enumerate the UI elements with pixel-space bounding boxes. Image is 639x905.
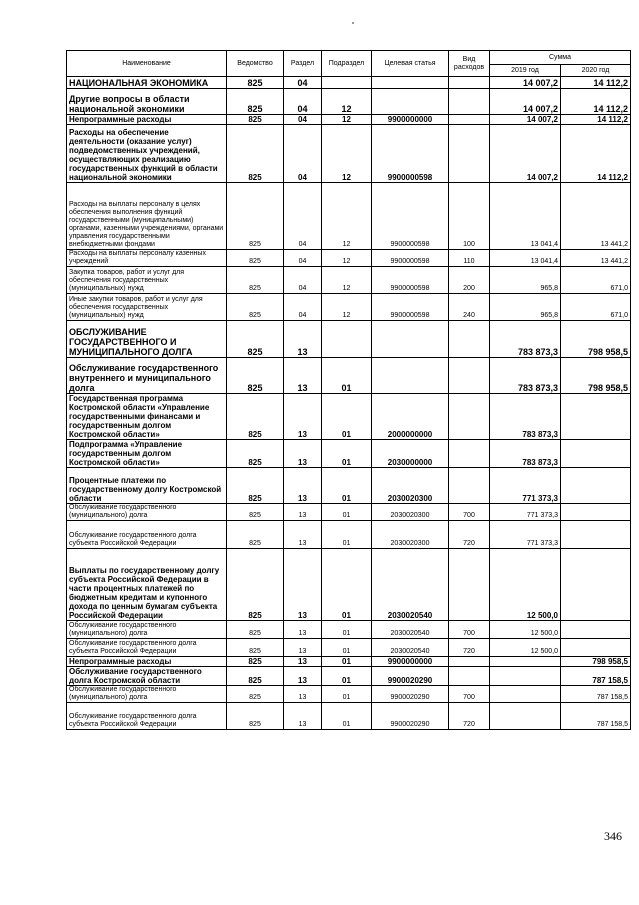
table-row xyxy=(67,549,631,621)
table-row xyxy=(67,267,631,294)
row-sum-2019: 783 873,3 xyxy=(490,358,561,394)
row-vedomstvo: 825 xyxy=(227,89,284,115)
row-sum-2020: 787 158,5 xyxy=(561,667,631,686)
row-sum-2020: 14 112,2 xyxy=(561,77,631,89)
table-row xyxy=(67,394,631,440)
table-row xyxy=(67,89,631,115)
row-sum-2019 xyxy=(490,686,561,703)
row-target: 9900000598 xyxy=(372,250,449,267)
row-vid xyxy=(449,667,490,686)
row-podrazdel: 01 xyxy=(322,358,372,394)
row-name: Выплаты по государственному долгу субъекта Российской Федерации в части процентных платежей по бюджетным кредитам и купонного дохода по ценным бумагам субъекта Российской Федерации xyxy=(67,549,227,621)
table-row xyxy=(67,440,631,468)
row-razdel: 13 xyxy=(284,639,322,657)
row-podrazdel: 01 xyxy=(322,703,372,730)
row-sum-2019: 783 873,3 xyxy=(490,321,561,358)
scan-dot xyxy=(352,22,354,24)
table-row xyxy=(67,358,631,394)
row-vid: 100 xyxy=(449,183,490,250)
table-row xyxy=(67,294,631,321)
row-target: 9900000598 xyxy=(372,183,449,250)
row-vedomstvo: 825 xyxy=(227,703,284,730)
row-name: Обслуживание государственного долга Костромской области xyxy=(67,667,227,686)
row-razdel: 13 xyxy=(284,440,322,468)
row-vid xyxy=(449,115,490,125)
row-razdel: 04 xyxy=(284,89,322,115)
header-vid: Вид расходов xyxy=(449,51,490,77)
row-vedomstvo: 825 xyxy=(227,77,284,89)
row-razdel: 13 xyxy=(284,521,322,549)
table-row xyxy=(67,183,631,250)
row-vedomstvo: 825 xyxy=(227,639,284,657)
row-razdel: 13 xyxy=(284,504,322,521)
table-header xyxy=(67,51,631,77)
row-target: 2030020540 xyxy=(372,621,449,639)
row-podrazdel: 12 xyxy=(322,267,372,294)
budget-table xyxy=(66,50,631,730)
row-vedomstvo: 825 xyxy=(227,294,284,321)
row-name: Непрограммные расходы xyxy=(67,657,227,667)
table-row xyxy=(67,321,631,358)
row-podrazdel: 12 xyxy=(322,115,372,125)
row-vedomstvo: 825 xyxy=(227,250,284,267)
row-name: НАЦИОНАЛЬНАЯ ЭКОНОМИКА xyxy=(67,77,227,89)
row-sum-2019: 14 007,2 xyxy=(490,115,561,125)
table-row xyxy=(67,703,631,730)
row-sum-2019 xyxy=(490,657,561,667)
row-vid xyxy=(449,321,490,358)
row-razdel: 04 xyxy=(284,125,322,183)
row-target: 2030020540 xyxy=(372,639,449,657)
row-name: Обслуживание государственного долга субъекта Российской Федерации xyxy=(67,703,227,730)
row-vid: 720 xyxy=(449,521,490,549)
header-2019: 2019 год xyxy=(490,65,561,77)
row-sum-2019: 14 007,2 xyxy=(490,125,561,183)
row-razdel: 13 xyxy=(284,394,322,440)
row-sum-2019: 783 873,3 xyxy=(490,394,561,440)
row-sum-2019: 13 041,4 xyxy=(490,183,561,250)
table-row xyxy=(67,250,631,267)
row-name: Обслуживание государственного (муниципального) долга xyxy=(67,686,227,703)
row-vedomstvo: 825 xyxy=(227,183,284,250)
table-row xyxy=(67,621,631,639)
row-sum-2020 xyxy=(561,440,631,468)
row-target: 2030020300 xyxy=(372,504,449,521)
row-razdel: 13 xyxy=(284,621,322,639)
row-podrazdel: 01 xyxy=(322,394,372,440)
row-razdel: 13 xyxy=(284,321,322,358)
row-podrazdel xyxy=(322,321,372,358)
row-name: ОБСЛУЖИВАНИЕ ГОСУДАРСТВЕННОГО И МУНИЦИПАЛЬНОГО ДОЛГА xyxy=(67,321,227,358)
row-podrazdel: 12 xyxy=(322,125,372,183)
row-razdel: 13 xyxy=(284,549,322,621)
row-sum-2020: 14 112,2 xyxy=(561,89,631,115)
header-vedomstvo: Ведомство xyxy=(227,51,284,77)
row-vid: 700 xyxy=(449,621,490,639)
row-target: 9900000598 xyxy=(372,125,449,183)
row-podrazdel: 01 xyxy=(322,549,372,621)
row-vid xyxy=(449,77,490,89)
row-sum-2019: 14 007,2 xyxy=(490,77,561,89)
row-vedomstvo: 825 xyxy=(227,521,284,549)
table-row xyxy=(67,115,631,125)
row-razdel: 13 xyxy=(284,657,322,667)
row-vedomstvo: 825 xyxy=(227,504,284,521)
header-name: Наименование xyxy=(67,51,227,77)
row-name: Обслуживание государственного долга субъекта Российской Федерации xyxy=(67,639,227,657)
row-target xyxy=(372,358,449,394)
row-target xyxy=(372,77,449,89)
row-podrazdel: 01 xyxy=(322,621,372,639)
row-vedomstvo: 825 xyxy=(227,686,284,703)
row-name: Расходы на обеспечение деятельности (оказание услуг) подведомственных учреждений, осуществляющих реализацию государственных функций в области национальной экономики xyxy=(67,125,227,183)
row-sum-2019: 13 041,4 xyxy=(490,250,561,267)
row-target: 9900000598 xyxy=(372,294,449,321)
row-podrazdel: 01 xyxy=(322,639,372,657)
row-vid: 240 xyxy=(449,294,490,321)
row-sum-2020: 787 158,5 xyxy=(561,686,631,703)
row-podrazdel: 01 xyxy=(322,468,372,504)
header-razdel: Раздел xyxy=(284,51,322,77)
row-sum-2019: 771 373,3 xyxy=(490,504,561,521)
row-vid: 700 xyxy=(449,504,490,521)
row-name: Обслуживание государственного внутреннего и муниципального долга xyxy=(67,358,227,394)
row-podrazdel: 12 xyxy=(322,294,372,321)
row-sum-2020: 787 158,5 xyxy=(561,703,631,730)
row-razdel: 04 xyxy=(284,77,322,89)
row-sum-2019: 965,8 xyxy=(490,267,561,294)
row-razdel: 04 xyxy=(284,250,322,267)
row-sum-2019: 771 373,3 xyxy=(490,521,561,549)
row-vedomstvo: 825 xyxy=(227,621,284,639)
row-vid xyxy=(449,657,490,667)
row-podrazdel: 01 xyxy=(322,521,372,549)
row-name: Расходы на выплаты персоналу в целях обеспечения выполнения функций государственными (муниципальными) органами, казенными учреждениями, органами управления государственными внебюджетными фондами xyxy=(67,183,227,250)
row-sum-2020: 798 958,5 xyxy=(561,657,631,667)
row-razdel: 04 xyxy=(284,267,322,294)
row-vid xyxy=(449,549,490,621)
row-sum-2019: 783 873,3 xyxy=(490,440,561,468)
row-name: Расходы на выплаты персоналу казенных учреждений xyxy=(67,250,227,267)
row-podrazdel: 12 xyxy=(322,250,372,267)
row-sum-2019 xyxy=(490,667,561,686)
row-razdel: 13 xyxy=(284,667,322,686)
row-podrazdel: 01 xyxy=(322,440,372,468)
row-name: Обслуживание государственного (муниципального) долга xyxy=(67,621,227,639)
row-vid xyxy=(449,440,490,468)
row-vid xyxy=(449,394,490,440)
row-vid: 200 xyxy=(449,267,490,294)
row-sum-2019: 12 500,0 xyxy=(490,549,561,621)
row-vedomstvo: 825 xyxy=(227,267,284,294)
row-name: Подпрограмма «Управление государственным долгом Костромской области» xyxy=(67,440,227,468)
row-vid xyxy=(449,125,490,183)
row-sum-2020: 13 441,2 xyxy=(561,183,631,250)
row-razdel: 04 xyxy=(284,115,322,125)
row-vedomstvo: 825 xyxy=(227,394,284,440)
row-sum-2019: 12 500,0 xyxy=(490,621,561,639)
row-target xyxy=(372,321,449,358)
table-row xyxy=(67,686,631,703)
row-vedomstvo: 825 xyxy=(227,115,284,125)
row-target: 9900000000 xyxy=(372,115,449,125)
row-vid: 700 xyxy=(449,686,490,703)
table-row xyxy=(67,657,631,667)
row-sum-2019 xyxy=(490,703,561,730)
row-name: Иные закупки товаров, работ и услуг для обеспечения государственных (муниципальных) нужд xyxy=(67,294,227,321)
row-sum-2020: 13 441,2 xyxy=(561,250,631,267)
row-sum-2020: 671,0 xyxy=(561,294,631,321)
row-name: Закупка товаров, работ и услуг для обеспечения государственных (муниципальных) нужд xyxy=(67,267,227,294)
row-vid: 720 xyxy=(449,639,490,657)
header-target: Целевая статья xyxy=(372,51,449,77)
row-name: Государственная программа Костромской области «Управление государственными финансами и государственным долгом Костромской области» xyxy=(67,394,227,440)
row-vid xyxy=(449,468,490,504)
row-vid: 720 xyxy=(449,703,490,730)
table-row xyxy=(67,667,631,686)
row-sum-2020: 798 958,5 xyxy=(561,358,631,394)
row-target: 9900020290 xyxy=(372,703,449,730)
table-body xyxy=(67,77,631,730)
row-vid xyxy=(449,358,490,394)
row-podrazdel: 01 xyxy=(322,686,372,703)
row-razdel: 13 xyxy=(284,468,322,504)
row-razdel: 13 xyxy=(284,358,322,394)
row-name: Другие вопросы в области национальной экономики xyxy=(67,89,227,115)
row-sum-2020 xyxy=(561,504,631,521)
row-razdel: 13 xyxy=(284,686,322,703)
row-podrazdel: 12 xyxy=(322,89,372,115)
row-razdel: 13 xyxy=(284,703,322,730)
table-row xyxy=(67,504,631,521)
header-sum: Сумма xyxy=(490,51,631,65)
table-row xyxy=(67,125,631,183)
row-vedomstvo: 825 xyxy=(227,358,284,394)
row-vid xyxy=(449,89,490,115)
row-podrazdel: 01 xyxy=(322,667,372,686)
row-target: 9900000000 xyxy=(372,657,449,667)
row-target: 2000000000 xyxy=(372,394,449,440)
row-podrazdel: 01 xyxy=(322,657,372,667)
table-row xyxy=(67,77,631,89)
row-vedomstvo: 825 xyxy=(227,125,284,183)
row-vid: 110 xyxy=(449,250,490,267)
row-sum-2020: 798 958,5 xyxy=(561,321,631,358)
header-2020: 2020 год xyxy=(561,65,631,77)
row-sum-2019: 771 373,3 xyxy=(490,468,561,504)
row-name: Непрограммные расходы xyxy=(67,115,227,125)
row-sum-2020 xyxy=(561,394,631,440)
row-sum-2019: 12 500,0 xyxy=(490,639,561,657)
row-name: Процентные платежи по государственному долгу Костромской области xyxy=(67,468,227,504)
row-target: 2030020300 xyxy=(372,521,449,549)
row-target: 9900020290 xyxy=(372,667,449,686)
row-sum-2020 xyxy=(561,468,631,504)
row-podrazdel: 12 xyxy=(322,183,372,250)
row-vedomstvo: 825 xyxy=(227,667,284,686)
row-sum-2020 xyxy=(561,621,631,639)
table-row xyxy=(67,639,631,657)
row-name: Обслуживание государственного (муниципального) долга xyxy=(67,504,227,521)
row-target: 2030020540 xyxy=(372,549,449,621)
row-sum-2020 xyxy=(561,549,631,621)
row-vedomstvo: 825 xyxy=(227,321,284,358)
page-number: 346 xyxy=(604,829,622,843)
row-vedomstvo: 825 xyxy=(227,440,284,468)
row-vedomstvo: 825 xyxy=(227,549,284,621)
row-razdel: 04 xyxy=(284,183,322,250)
row-name: Обслуживание государственного долга субъекта Российской Федерации xyxy=(67,521,227,549)
row-sum-2020: 671,0 xyxy=(561,267,631,294)
table-row xyxy=(67,468,631,504)
row-podrazdel xyxy=(322,77,372,89)
row-sum-2020 xyxy=(561,521,631,549)
row-target: 2030020300 xyxy=(372,468,449,504)
header-podrazdel: Подраздел xyxy=(322,51,372,77)
row-target: 9900020290 xyxy=(372,686,449,703)
row-target xyxy=(372,89,449,115)
row-razdel: 04 xyxy=(284,294,322,321)
row-podrazdel: 01 xyxy=(322,504,372,521)
row-sum-2020: 14 112,2 xyxy=(561,115,631,125)
row-target: 9900000598 xyxy=(372,267,449,294)
row-sum-2020 xyxy=(561,639,631,657)
row-sum-2020: 14 112,2 xyxy=(561,125,631,183)
row-sum-2019: 965,8 xyxy=(490,294,561,321)
table-row xyxy=(67,521,631,549)
row-vedomstvo: 825 xyxy=(227,468,284,504)
row-target: 2030000000 xyxy=(372,440,449,468)
row-vedomstvo: 825 xyxy=(227,657,284,667)
row-sum-2019: 14 007,2 xyxy=(490,89,561,115)
